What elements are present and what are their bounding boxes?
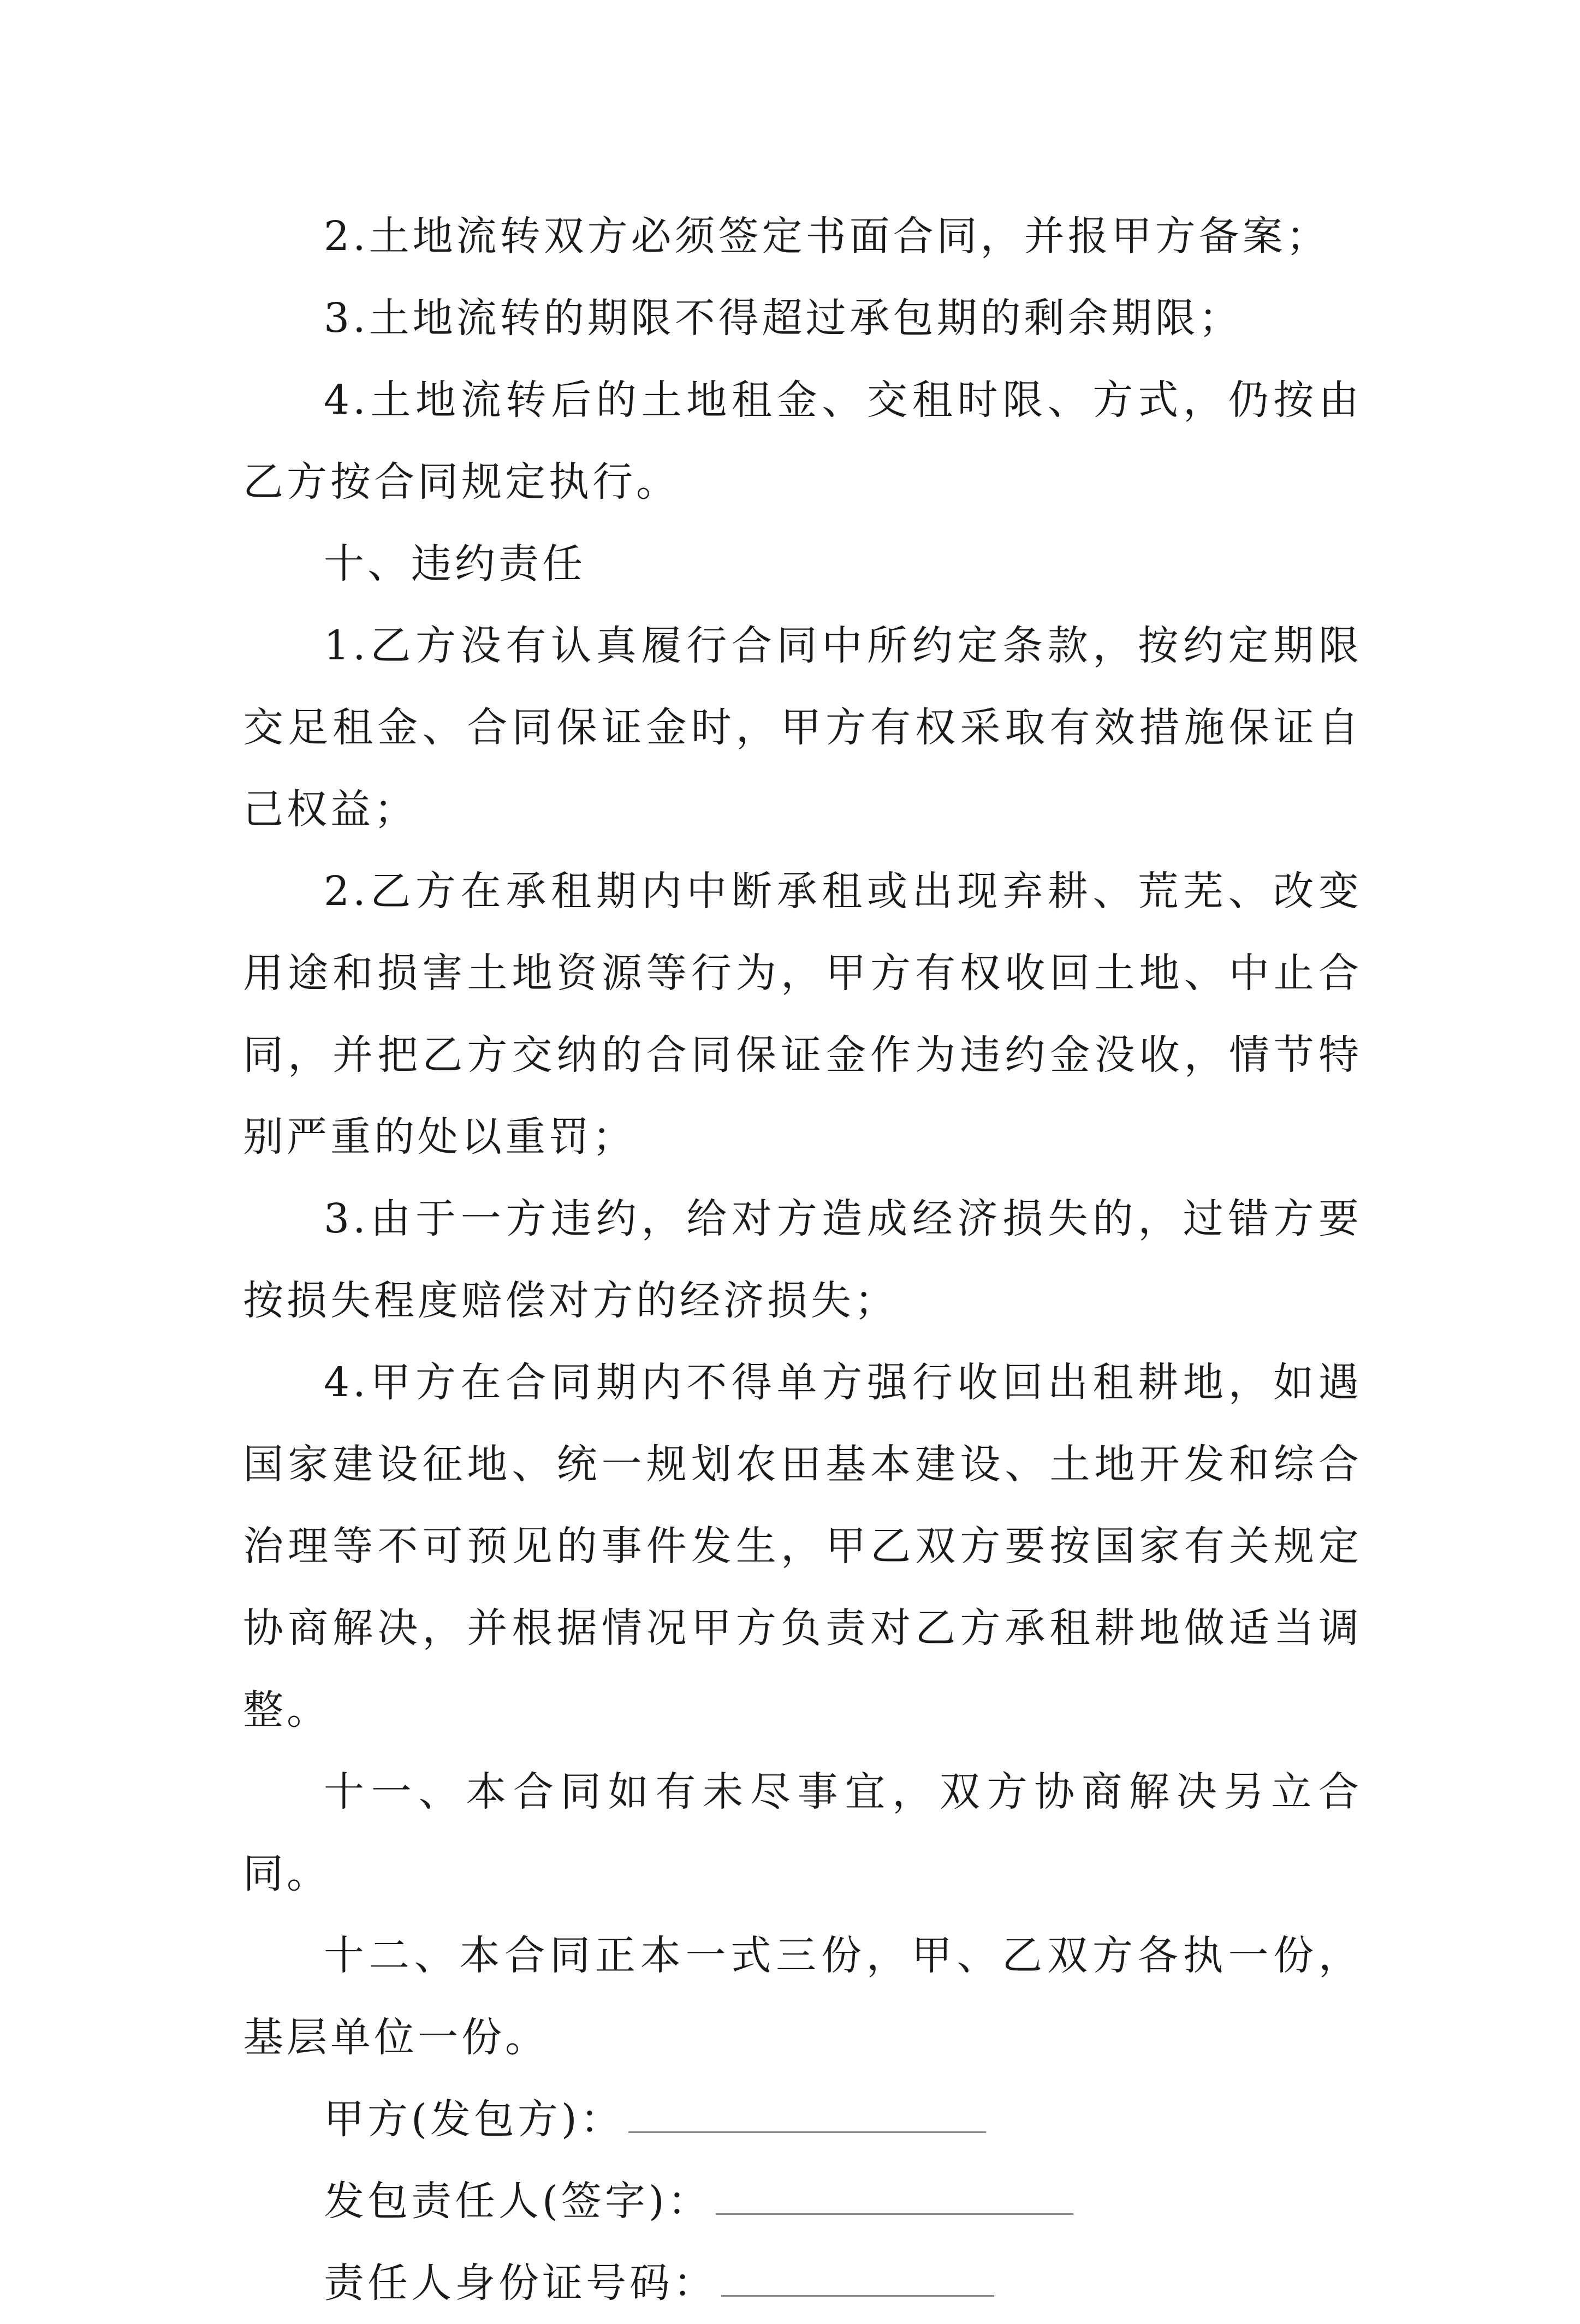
clause-twelve: 十二、本合同正本一式三份，甲、乙双方各执一份，基层单位一份。 [243,1932,1362,2061]
party-a-blank[interactable] [628,2099,986,2133]
clause-eleven: 十一、本合同如有未尽事宜，双方协商解决另立合同。 [243,1768,1362,1897]
signature-id-number [243,2242,1362,2324]
id-number-blank[interactable] [721,2262,994,2297]
contract-body [243,195,1362,2324]
responsible-person-blank[interactable] [716,2180,1073,2215]
clause-breach-3: 3.由于一方违约，给对方造成经济损失的，过错方要按损失程度赔偿对方的经济损失； [243,1195,1362,1324]
clause-land-transfer-2: 2.土地流转双方必须签定书面合同，并报甲方备案； [324,213,1330,260]
section-heading-breach: 十、违约责任 [324,540,586,587]
responsible-person-label: 发包责任人(签字)： [324,2178,711,2225]
id-number-label: 责任人身份证号码： [324,2260,717,2307]
clause-land-transfer-4: 4.土地流转后的土地租金、交租时限、方式，仍按由乙方按合同规定执行。 [243,377,1362,505]
signature-party-a [243,2078,1362,2160]
clause-breach-4: 4.甲方在合同期内不得单方强行收回出租耕地，如遇国家建设征地、统一规划农田基本建设、土地开发和综合治理等不可预见的事件发生，甲乙双方要按国家有关规定协商解决，并根据情况甲方负责对乙方承租耕地做适当调整。 [243,1359,1362,1733]
party-a-label: 甲方(发包方)： [324,2096,624,2143]
signature-responsible-person [243,2160,1362,2242]
clause-breach-1: 1.乙方没有认真履行合同中所约定条款，按约定期限交足租金、合同保证金时，甲方有权采取有效措施保证自己权益； [243,622,1362,833]
clause-breach-2: 2.乙方在承租期内中断承租或出现弃耕、荒芜、改变用途和损害土地资源等行为，甲方有权收回土地、中止合同，并把乙方交纳的合同保证金作为违约金没收，情节特别严重的处以重罚； [243,868,1362,1160]
clause-land-transfer-3: 3.土地流转的期限不得超过承包期的剩余期限； [324,295,1243,342]
